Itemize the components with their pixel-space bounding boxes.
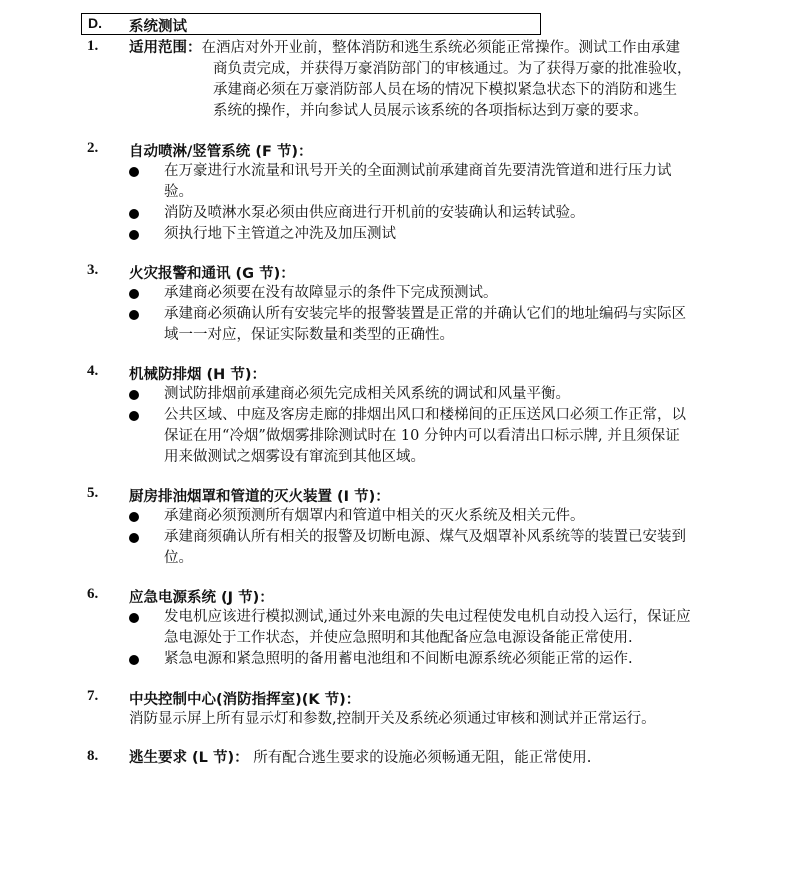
bullet-icon [129,533,139,543]
bullet-line: 急电源处于工作状态，并使应急照明和其他配备应急电源设备能正常使用. [164,630,633,646]
bullet-icon [129,655,139,665]
bullet-line: 域一一对应，保证实际数量和类型的正确性。 [164,327,454,343]
item-number: 1. [87,38,99,54]
section-letter: D. [88,15,102,31]
item-body-text: 所有配合逃生要求的设施必须畅通无阻，能正常使用. [253,750,592,766]
bullet-line: 测试防排烟前承建商必须先完成相关风系统的调试和风量平衡。 [164,386,570,402]
bullet-line: 发电机应该进行模拟测试,通过外来电源的失电过程使发电机自动投入运行，保证应 [164,609,691,625]
bullet-line: 承建商必须预测所有烟罩内和管道中相关的灭火系统及相关元件。 [164,508,585,524]
bullet-line: 保证在用“冷烟”做烟雾排除测试时在 10 分钟内可以看清出口标示牌, 并且须保证 [164,428,680,444]
item-title: 机械防排烟 (H 节)： [129,367,266,383]
bullet-icon [129,512,139,522]
body-line: 在酒店对外开业前，整体消防和逃生系统必须能正常操作。测试工作由承建 [201,40,680,56]
bullet-icon [129,390,139,400]
body-line: 商负责完成，并获得万豪消防部门的审核通过。为了获得万豪的批准验收， [213,61,692,77]
item-title: 厨房排油烟罩和管道的灭火装置 (I 节)： [129,489,390,505]
item-title: 逃生要求 (L 节)： [129,750,249,766]
item-number: 8. [87,748,99,764]
bullet-icon [129,289,139,299]
bullet-line: 承建商须确认所有相关的报警及切断电源、煤气及烟罩补风系统等的装置已安装到 [164,529,686,545]
bullet-icon [129,310,139,320]
body-line: 承建商必须在万豪消防部人员在场的情况下模拟紧急状态下的消防和逃生 [213,82,677,98]
bullet-line: 承建商必须确认所有安装完毕的报警装置是正常的并确认它们的地址编码与实际区 [164,306,686,322]
section-title: 系统测试 [129,19,187,35]
item-number: 6. [87,586,99,602]
bullet-line: 位。 [164,550,193,566]
section-header [81,13,541,35]
item-title: 应急电源系统 (J 节)： [129,590,274,606]
bullet-icon [129,411,139,421]
bullet-line: 承建商必须要在没有故障显示的条件下完成预测试。 [164,285,498,301]
bullet-line: 验。 [164,184,193,200]
bullet-icon [129,613,139,623]
bullet-icon [129,167,139,177]
item-number: 4. [87,363,99,379]
item-number: 7. [87,688,99,704]
item-title: 自动喷淋/竖管系统 (F 节)： [129,144,313,160]
bullet-line: 在万豪进行水流量和讯号开关的全面测试前承建商首先要清洗管道和进行压力试 [164,163,672,179]
item-body: 消防显示屏上所有显示灯和参数,控制开关及系统必须通过审核和测试并正常运行。 [129,711,656,727]
bullet-line: 公共区域、中庭及客房走廊的排烟出风口和楼梯间的正压送风口必须工作正常，以 [164,407,686,423]
bullet-line: 紧急电源和紧急照明的备用蓄电池组和不间断电源系统必须能正常的运作. [164,651,633,667]
item-title: 火灾报警和通讯 (G 节)： [129,266,295,282]
item-title: 适用范围： [129,40,202,56]
item-number: 2. [87,140,99,156]
item-body [129,38,769,122]
bullet-icon [129,209,139,219]
item-number: 5. [87,485,99,501]
body-line: 系统的操作，并向参试人员展示该系统的各项指标达到万豪的要求。 [213,103,648,119]
bullet-icon [129,230,139,240]
item-body [129,748,744,769]
item-number: 3. [87,262,99,278]
item-title: 中央控制中心(消防指挥室)(K 节)： [129,692,361,708]
bullet-line: 须执行地下主管道之冲洗及加压测试 [164,226,396,242]
bullet-line: 消防及喷淋水泵必须由供应商进行开机前的安装确认和运转试验。 [164,205,585,221]
bullet-line: 用来做测试之烟雾设有窜流到其他区域。 [164,449,425,465]
